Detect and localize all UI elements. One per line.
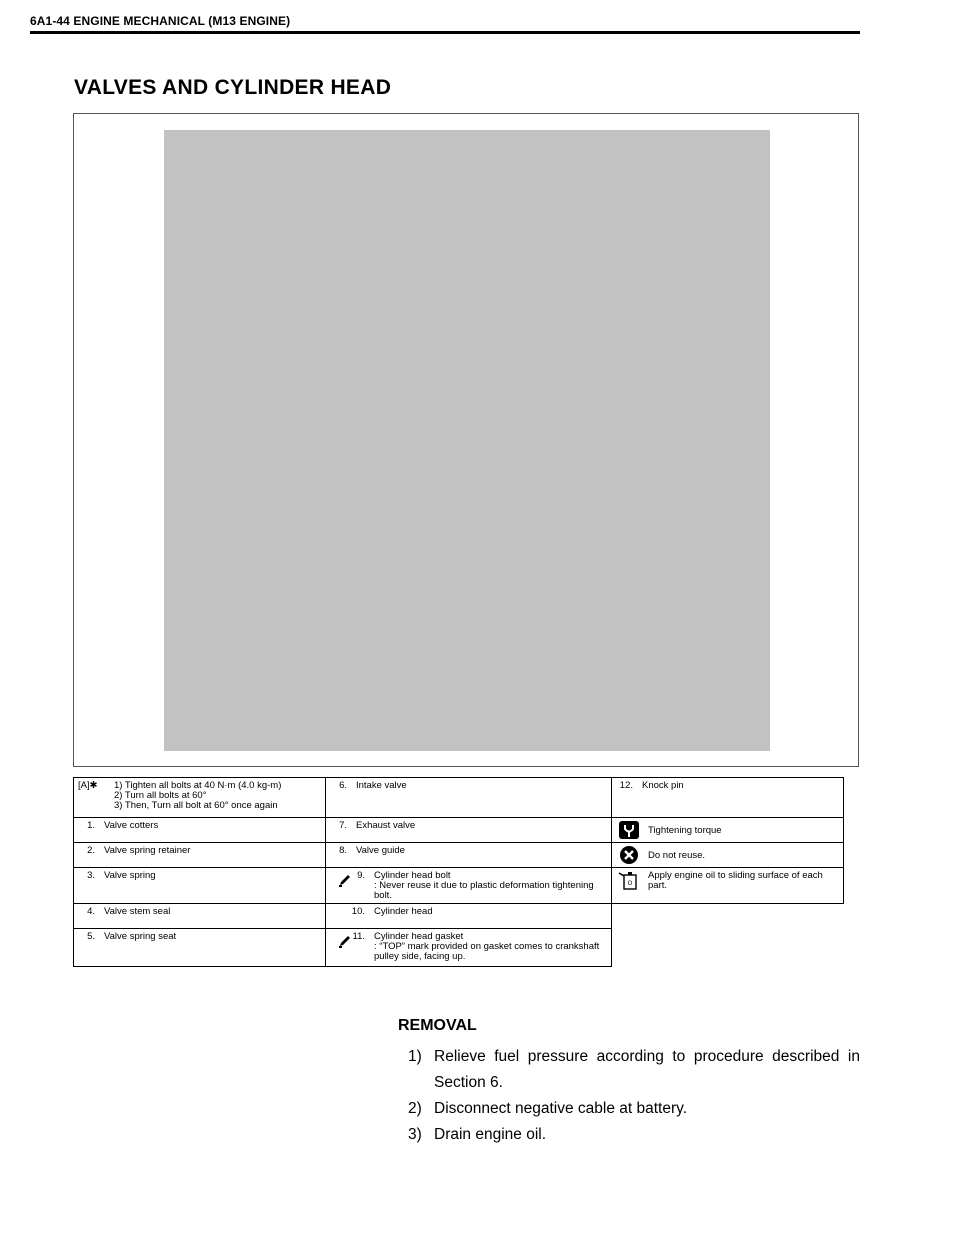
header-rule [30, 31, 860, 34]
legend-item-label: Cylinder head gasket [374, 931, 464, 942]
legend-item-number: 4. [87, 906, 95, 917]
legend-item-number: 11. [352, 931, 365, 942]
legend-item-label: Valve spring [104, 870, 156, 881]
legend-cell-2 [74, 843, 326, 868]
legend-item-number: 12. [619, 780, 633, 791]
legend-a-line3: 3) Then, Turn all bolt at 60° once again [114, 800, 278, 811]
exploded-view-figure [164, 130, 770, 751]
legend-cell-11 [326, 929, 612, 967]
removal-step [408, 1096, 860, 1122]
legend-cell-9 [326, 868, 612, 904]
legend-cell-1 [74, 818, 326, 843]
removal-steps [408, 1044, 860, 1148]
legend-item-label: Valve cotters [104, 820, 159, 831]
step-number: 3) [408, 1126, 422, 1143]
legend-cell-oil [612, 868, 844, 904]
legend-item-label: Exhaust valve [356, 820, 416, 831]
torque-symbol-label: Tightening torque [648, 825, 722, 836]
legend-item-label: Cylinder head bolt [374, 870, 451, 881]
do-not-reuse-marker-icon [338, 873, 352, 887]
do-not-reuse-icon [618, 845, 640, 865]
step-number: 1) [408, 1048, 422, 1065]
legend-cell-3 [74, 868, 326, 904]
legend-cell-torque [612, 818, 844, 843]
legend-item-number: 8. [339, 845, 347, 856]
legend-cell-12 [612, 778, 844, 818]
step-text: Relieve fuel pressure according to procedure described in Section 6. [434, 1048, 860, 1091]
removal-step [408, 1044, 860, 1096]
do-not-reuse-marker-icon [338, 934, 352, 948]
legend-empty-cell [612, 904, 844, 929]
legend-cell-5 [74, 929, 326, 967]
step-number: 2) [408, 1100, 422, 1117]
engine-oil-can-icon [618, 870, 640, 890]
running-header: 6A1-44 ENGINE MECHANICAL (M13 ENGINE) [30, 14, 291, 28]
step-text: Disconnect negative cable at battery. [434, 1100, 688, 1117]
legend-item-label: Valve spring retainer [104, 845, 191, 856]
legend-item-label: Cylinder head [374, 906, 433, 917]
legend-item-number: 7. [339, 820, 347, 831]
legend-cell-a [74, 778, 326, 818]
removal-step [408, 1122, 860, 1148]
step-text: Drain engine oil. [434, 1126, 547, 1143]
page-title: VALVES AND CYLINDER HEAD [74, 76, 392, 99]
legend-item-number: 6. [339, 780, 347, 791]
legend-cell-10 [326, 904, 612, 929]
legend-item-number: 1. [87, 820, 95, 831]
legend-empty-cell [612, 929, 844, 967]
legend-cell-no-reuse [612, 843, 844, 868]
legend-item-number: 9. [357, 870, 365, 881]
legend-cell-8 [326, 843, 612, 868]
legend-item-label: Intake valve [356, 780, 407, 791]
no-reuse-symbol-label: Do not reuse. [648, 850, 706, 861]
legend-item-note: : Never reuse it due to plastic deformation tightening bolt. [374, 880, 594, 901]
legend-a-line2: 2) Turn all bolts at 60° [114, 790, 207, 801]
oil-symbol-label: Apply engine oil to sliding surface of each part. [648, 870, 823, 891]
torque-wrench-icon [618, 820, 640, 840]
legend-item-number: 3. [87, 870, 95, 881]
removal-heading: REMOVAL [398, 1017, 477, 1034]
legend-item-number: 5. [87, 931, 95, 942]
svg-text:O: O [627, 880, 633, 887]
legend-item-label: Knock pin [642, 780, 684, 791]
legend-table [73, 777, 844, 967]
legend-cell-6 [326, 778, 612, 818]
legend-cell-4 [74, 904, 326, 929]
legend-item-label: Valve stem seal [104, 906, 171, 917]
legend-item-number: 10. [351, 906, 365, 917]
legend-a-line1: 1) Tighten all bolts at 40 N·m (4.0 kg-m) [114, 780, 282, 791]
legend-a-tag: [A]✱ [78, 780, 98, 791]
legend-item-label: Valve guide [356, 845, 405, 856]
legend-cell-7 [326, 818, 612, 843]
legend-item-label: Valve spring seat [104, 931, 177, 942]
legend-item-number: 2. [87, 845, 95, 856]
legend-item-note: : “TOP” mark provided on gasket comes to crankshaft pulley side, facing up. [374, 941, 600, 962]
